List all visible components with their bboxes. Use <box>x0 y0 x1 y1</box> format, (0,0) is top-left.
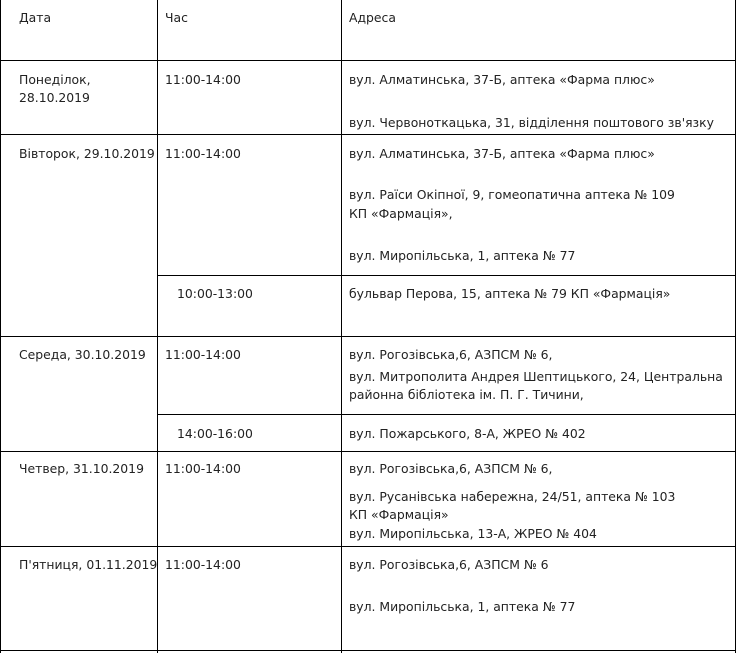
row-time: 11:00-14:00 <box>165 347 241 362</box>
row-date: Середа, 30.10.2019 <box>19 347 146 362</box>
table-border-right <box>735 0 736 653</box>
sub-row-address: вул. Пожарського, 8-А, ЖРЕО № 402 <box>349 426 586 441</box>
row-address: КП «Фармація», <box>349 206 453 221</box>
column-divider-time <box>341 0 342 653</box>
sub-row-time: 10:00-13:00 <box>177 286 253 301</box>
row-address: вул. Рогозівська,6, АЗПСМ № 6 <box>349 557 549 572</box>
row-address: КП «Фармація» <box>349 507 449 522</box>
row-divider <box>0 134 736 135</box>
row-date: П'ятниця, 01.11.2019 <box>19 557 158 572</box>
column-divider-date <box>157 0 158 653</box>
row-time: 11:00-14:00 <box>165 557 241 572</box>
row-address: вул. Миропільська, 1, аптека № 77 <box>349 599 576 614</box>
row-time: 11:00-14:00 <box>165 72 241 87</box>
row-date: Вівторок, 29.10.2019 <box>19 146 155 161</box>
sub-row-divider <box>157 414 736 415</box>
row-address: вул. Червоноткацька, 31, відділення поштового зв'язку <box>349 115 714 130</box>
row-divider <box>0 650 736 651</box>
row-date-line1: Понеділок, <box>19 72 91 87</box>
row-address: вул. Алматинська, 37-Б, аптека «Фарма плюс» <box>349 146 655 161</box>
sub-row-time: 14:00-16:00 <box>177 426 253 441</box>
row-address: вул. Миропільська, 13-А, ЖРЕО № 404 <box>349 526 597 541</box>
row-address: районна бібліотека ім. П. Г. Тичини, <box>349 387 584 402</box>
sub-row-divider <box>157 275 736 276</box>
row-date-line2: 28.10.2019 <box>19 90 90 105</box>
row-address: вул. Рогозівська,6, АЗПСМ № 6, <box>349 461 553 476</box>
row-divider <box>0 60 736 61</box>
row-date: Четвер, 31.10.2019 <box>19 461 144 476</box>
row-divider <box>0 451 736 452</box>
header-date: Дата <box>19 10 52 25</box>
row-address: вул. Миропільська, 1, аптека № 77 <box>349 248 576 263</box>
row-address: вул. Раїси Окіпної, 9, гомеопатична аптека № 109 <box>349 187 675 202</box>
row-divider <box>0 546 736 547</box>
header-address: Адреса <box>349 10 396 25</box>
row-address: вул. Русанівська набережна, 24/51, аптека № 103 <box>349 489 676 504</box>
header-time: Час <box>165 10 188 25</box>
row-time: 11:00-14:00 <box>165 146 241 161</box>
row-address: вул. Алматинська, 37-Б, аптека «Фарма плюс» <box>349 72 655 87</box>
row-time: 11:00-14:00 <box>165 461 241 476</box>
row-divider <box>0 336 736 337</box>
row-address: вул. Митрополита Андрея Шептицького, 24, Центральна <box>349 369 723 384</box>
sub-row-address: бульвар Перова, 15, аптека № 79 КП «Фармація» <box>349 286 671 301</box>
row-address: вул. Рогозівська,6, АЗПСМ № 6, <box>349 347 553 362</box>
table-border-left <box>0 0 1 653</box>
